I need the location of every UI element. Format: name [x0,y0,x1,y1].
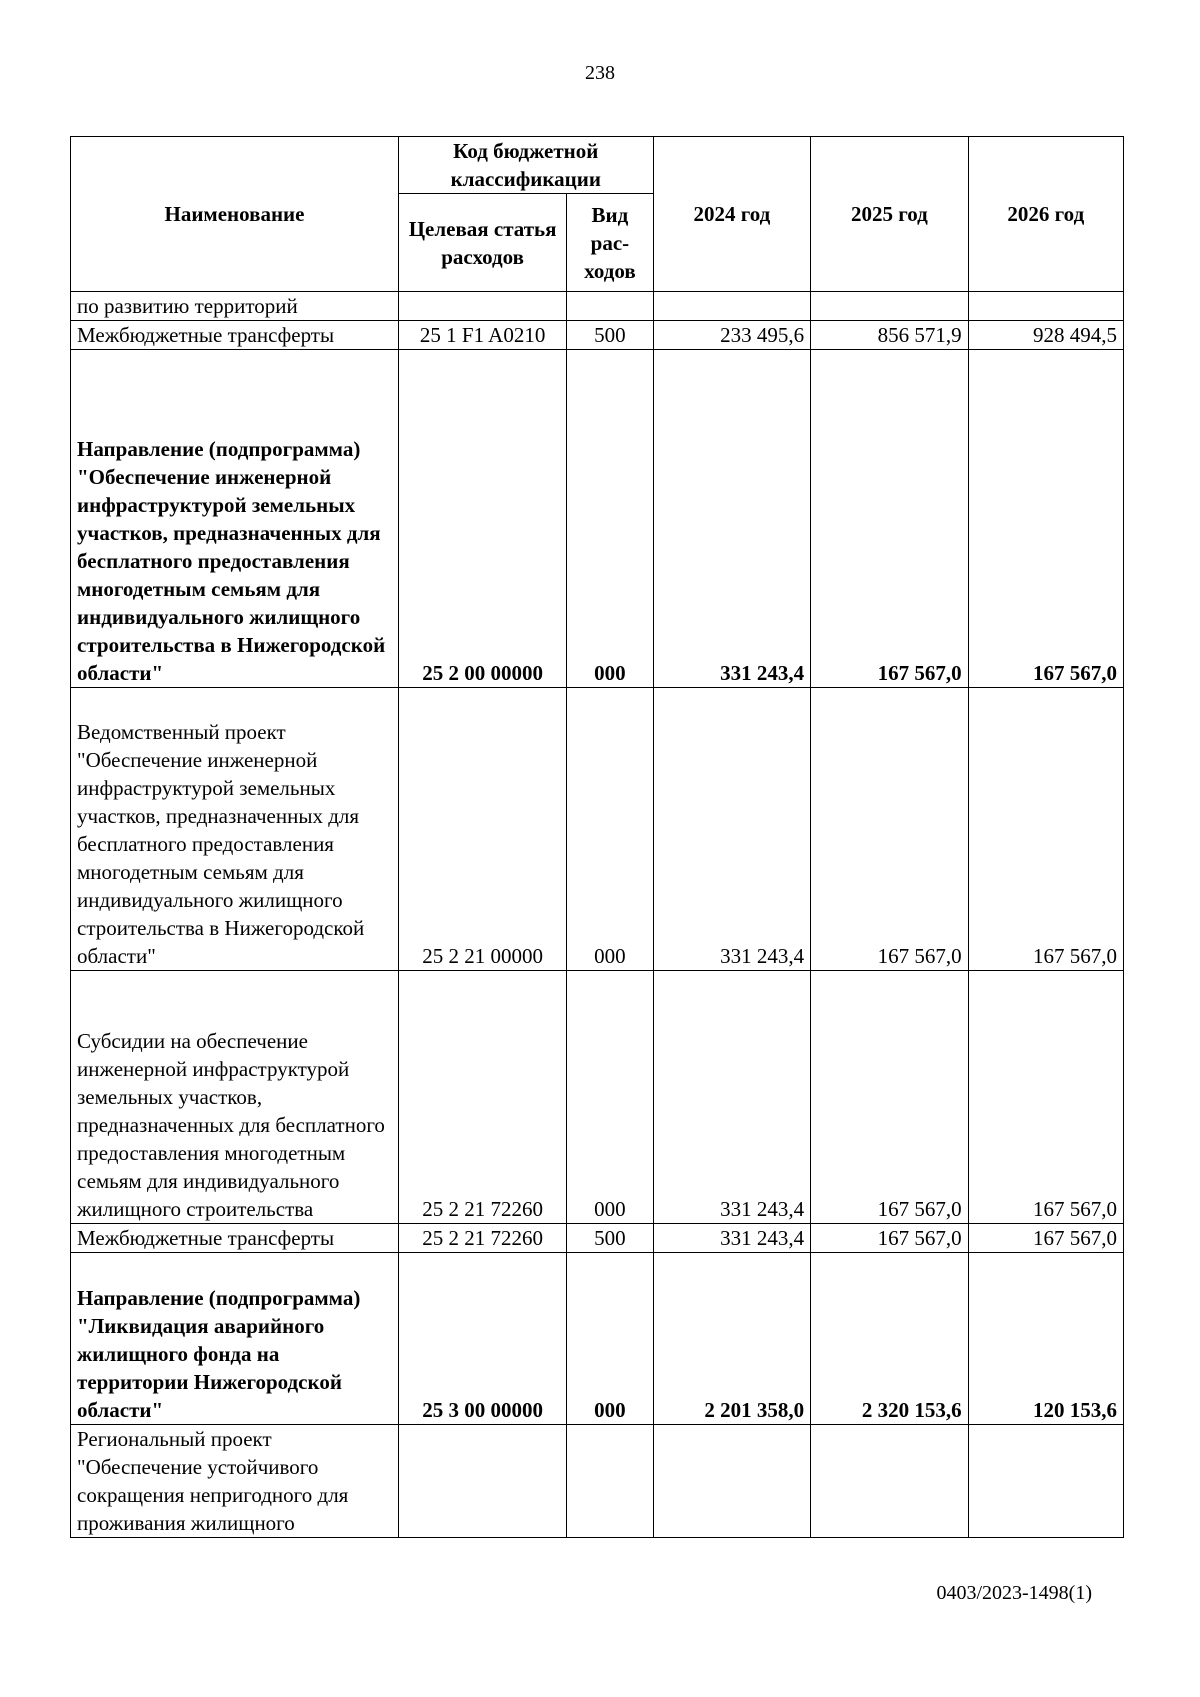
row-2026-value: 120 153,6 [968,1253,1123,1425]
table-row [71,1224,1124,1253]
row-name: по развитию территорий [71,292,399,321]
row-2025-value: 167 567,0 [811,971,969,1224]
header-2025: 2025 год [811,137,969,292]
row-target-code: 25 2 21 72260 [398,1224,566,1253]
budget-table [70,136,1124,1538]
row-name: Субсидии на обеспечение инженерной инфраструктурой земельных участков, предназначенных для бесплатного предоставления многодетным семьям для индивидуального жилищного строительства [71,971,399,1224]
header-2026: 2026 год [968,137,1123,292]
row-2025-value [811,1425,969,1538]
row-2024-value: 331 243,4 [653,971,811,1224]
row-name: Направление (подпрограмма) "Обеспечение инженерной инфраструктурой земельных участков, предназначенных для бесплатного предоставления многодетным семьям для индивидуального жилищного строительства в Нижегородской области" [71,350,399,688]
row-target-code: 25 1 F1 A0210 [398,321,566,350]
table-body [71,292,1124,1538]
table-row [71,1425,1124,1538]
row-target-code: 25 2 21 00000 [398,688,566,971]
row-target-code [398,1425,566,1538]
table-row [71,688,1124,971]
row-expense-kind [567,292,653,321]
row-expense-kind: 500 [567,1224,653,1253]
row-name: Ведомственный проект "Обеспечение инженерной инфраструктурой земельных участков, предназначенных для бесплатного предоставления многодетным семьям для индивидуального жилищного строительства в Нижегородской области" [71,688,399,971]
row-target-code: 25 3 00 00000 [398,1253,566,1425]
row-2024-value: 233 495,6 [653,321,811,350]
row-name: Межбюджетные трансферты [71,321,399,350]
row-2024-value [653,292,811,321]
row-2026-value: 167 567,0 [968,971,1123,1224]
row-2024-value: 331 243,4 [653,688,811,971]
row-target-code: 25 2 00 00000 [398,350,566,688]
row-2026-value: 928 494,5 [968,321,1123,350]
row-name: Межбюджетные трансферты [71,1224,399,1253]
row-2024-value [653,1425,811,1538]
row-expense-kind: 000 [567,688,653,971]
row-2025-value: 856 571,9 [811,321,969,350]
row-2025-value: 167 567,0 [811,350,969,688]
row-expense-kind [567,1425,653,1538]
table-row [71,292,1124,321]
header-expense-kind: Вид рас-ходов [567,194,653,292]
row-expense-kind: 500 [567,321,653,350]
row-2024-value: 2 201 358,0 [653,1253,811,1425]
header-target-article: Целевая статья расходов [398,194,566,292]
header-code-group: Код бюджетной классификации [398,137,653,194]
row-expense-kind: 000 [567,1253,653,1425]
table-row [71,321,1124,350]
row-2024-value: 331 243,4 [653,1224,811,1253]
table-row [71,971,1124,1224]
row-expense-kind: 000 [567,350,653,688]
row-2024-value: 331 243,4 [653,350,811,688]
row-2026-value [968,292,1123,321]
row-2026-value: 167 567,0 [968,1224,1123,1253]
table-row [71,1253,1124,1425]
header-name: Наименование [71,137,399,292]
row-name: Направление (подпрограмма) "Ликвидация аварийного жилищного фонда на территории Нижегородской области" [71,1253,399,1425]
table-row [71,350,1124,688]
row-2025-value: 167 567,0 [811,1224,969,1253]
row-2026-value: 167 567,0 [968,350,1123,688]
row-2026-value: 167 567,0 [968,688,1123,971]
table-header [71,137,1124,292]
row-expense-kind: 000 [567,971,653,1224]
row-target-code [398,292,566,321]
row-2025-value: 2 320 153,6 [811,1253,969,1425]
row-2025-value [811,292,969,321]
header-2024: 2024 год [653,137,811,292]
row-2025-value: 167 567,0 [811,688,969,971]
page-number: 238 [585,62,615,84]
row-target-code: 25 2 21 72260 [398,971,566,1224]
row-2026-value [968,1425,1123,1538]
document-id: 0403/2023-1498(1) [936,1582,1092,1604]
row-name: Региональный проект "Обеспечение устойчивого сокращения непригодного для проживания жилищного [71,1425,399,1538]
